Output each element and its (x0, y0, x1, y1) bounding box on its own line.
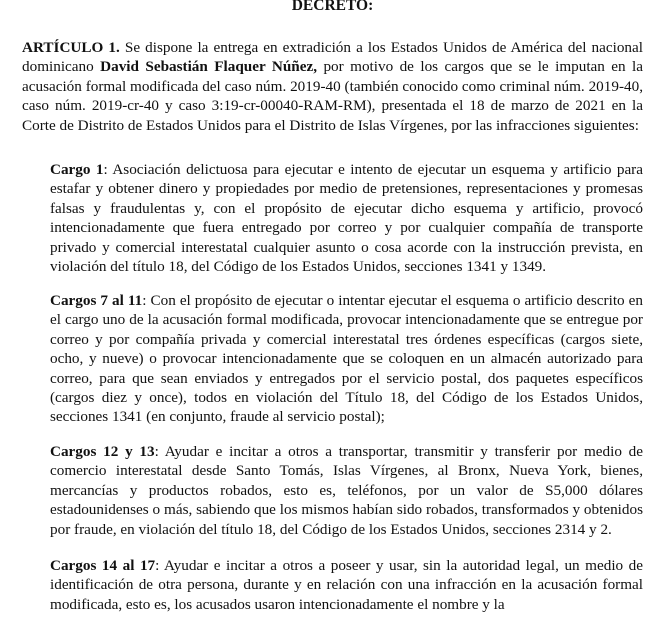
article-1-paragraph (22, 38, 643, 135)
article-label: ARTÍCULO 1. (22, 39, 120, 56)
decree-heading: DECRETO: (291, 0, 374, 14)
charge-text: : Asociación delictuosa para ejecutar e intento de ejecutar un esquema y artificio para estafar y obtener dinero y propiedades por medio de pretensiones, representaciones y promesas falsas y fraudulentas y, con el propósito de ejecutar dicho esquema y artificio, provocó intencionadamente que fuera entregado por correo y por cualquier compañía de transporte privado y comercial interestatal cualquier asunto o cosa acorde con la instrucción prevista, en violación del título 18, del Código de los Estados Unidos, secciones 1341 y 1349. (50, 161, 643, 276)
article-text-part-1: Se dispone la entrega en extradición a los Estados Unidos de América del nacional dominicano (22, 39, 643, 76)
charge-paragraph (50, 291, 643, 427)
charge-text: : Ayudar e incitar a otros a poseer y usar, sin la autoridad legal, un medio de identificación de otra persona, durante y en relación con una infracción en la acusación formal modificada, esto es, los acusados usaron intencionadamente el nombre y la (50, 557, 643, 613)
charge-paragraph (50, 556, 643, 614)
extraditee-name: David Sebastián Flaquer Núñez, (100, 58, 318, 76)
charge-label: Cargos 14 al 17 (50, 557, 156, 574)
charge-text: : Con el propósito de ejecutar o intentar ejecutar el esquema o artificio descrito en el cargo uno de la acusación formal modificada, provocar intencionadamente que se entregue por correo y por compañía privada y comercial interestatal tres órdenes específicas (cargos siete, ocho, y nueve) o provocar intencionadamente que se coloquen en un almacén autorizado para correo, para que sean enviados y entregados por el servicio postal, dos paquetes específicos (cargos diez y once), todos en violación del Título 18, del Código de los Estados Unidos, secciones 1341 (en conjunto, fraude al servicio postal); (50, 292, 643, 426)
charge-label: Cargo 1 (50, 161, 104, 178)
charge-paragraph (50, 442, 643, 539)
charge-text: : Ayudar e incitar a otros a transportar, transmitir y transferir por medio de comercio interestatal desde Santo Tomás, Islas Vírgenes, al Bronx, Nueva York, bienes, mercancías y productos robados, esto es, teléfonos, por un valor de S5,000 dólares estadounidenses o más, sabiendo que los mismos habían sido robados, transformados y obtenidos por fraude, en violación del título 18, del Código de los Estados Unidos, secciones 2314 y 2. (50, 443, 643, 538)
charge-label: Cargos 7 al 11 (50, 292, 143, 309)
charge-paragraph (50, 160, 643, 276)
charge-label: Cargos 12 y 13 (50, 443, 155, 460)
article-text-part-2: por motivo de los cargos que se le imputan en la acusación formal modificada del caso núm. 2019-40 (también conocido como criminal núm. 2019-40, caso núm. 2019-cr-40 y caso 3:19-cr-00040-RAM-RM), presentada el 18 de marzo de 2021 en la Corte de Distrito de Estados Unidos para el Distrito de Islas Vírgenes, por las infracciones siguientes: (22, 58, 644, 134)
